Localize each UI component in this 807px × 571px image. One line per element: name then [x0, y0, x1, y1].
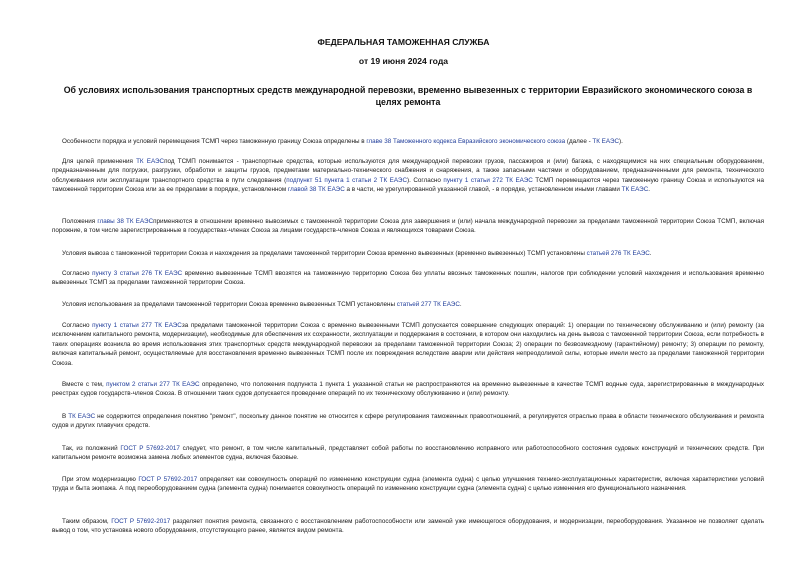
- link-gost-57692[interactable]: ГОСТ Р 57692-2017: [138, 476, 198, 483]
- link-chapter-38[interactable]: главы 38 ТК ЕАЭС: [97, 218, 154, 225]
- text: .: [459, 301, 462, 308]
- text: разделяет понятия ремонта, связанного с восстановлением работоспособности или заменой уже имеющегося оборудования, и модернизации, переоборудования. Указанное не позволяет сделать вывод о том, что установка нового оборудования, отсутствующего ранее, является видом ремонта.: [52, 518, 765, 535]
- paragraph-8: [52, 380, 764, 399]
- paragraph-11: [52, 475, 764, 494]
- link-gost-57692[interactable]: ГОСТ Р 57692-2017: [111, 518, 171, 525]
- document-date: от 19 июня 2024 года: [358, 56, 449, 66]
- document-title: Об условиях использования транспортных средств международной перевозки, временно вывезенных с территории Евразийского экономического союза в целях ремонта: [63, 85, 753, 107]
- text: ). Согласно: [407, 176, 444, 184]
- text: определено, что положения подпункта 1 пункта 1 указанной статьи не распространяются на временно вывезенные в качестве ТСМП водные суда, зарегистрированные в международных реестрах судов государств-членов Союза. В отношении таких судов допускается проведение операций по их техническому обслуживанию и (или) ремонту.: [52, 381, 764, 398]
- paragraph-4: [52, 249, 764, 258]
- link-article-277-point-1[interactable]: пункту 1 статьи 277 ТК ЕАЭС: [92, 322, 182, 329]
- document-organization: ФЕДЕРАЛЬНАЯ ТАМОЖЕННАЯ СЛУЖБА: [317, 37, 490, 47]
- text: При этом модернизацию: [62, 476, 139, 483]
- link-tk-eaes[interactable]: ТК ЕАЭС: [136, 158, 165, 165]
- link-article-276-point-3[interactable]: пункту 3 статьи 276 ТК ЕАЭС: [92, 270, 183, 277]
- link-article-277[interactable]: статьей 277 ТК ЕАЭС: [396, 301, 460, 308]
- link-tk-eaes[interactable]: ТК ЕАЭС: [621, 186, 649, 194]
- text: Таким образом,: [62, 518, 112, 525]
- text: Особенности порядка и условий перемещения ТСМП через таможенную границу Союза определены в: [62, 138, 367, 145]
- paragraph-9: [52, 412, 764, 431]
- link-tk-eaes[interactable]: ТК ЕАЭС: [68, 413, 96, 420]
- link-article-276[interactable]: статьей 276 ТК ЕАЭС: [586, 250, 650, 257]
- text: В: [62, 413, 69, 420]
- text: под ТСМП понимается - транспортные средства, которые используются для международной перевозки грузов, пассажиров и (или) багажа, с находящимися на них специальным оборудованием, предназначенным для погрузки, разгрузки, обработки и защиты грузов, предметами материально-технического снабжения и снаряжения, а также запасными частями и оборудованием, предназначенными для ремонта, технического обслуживания или эксплуатации транспортного средства в пути следования (: [52, 158, 764, 184]
- link-tk-eaes[interactable]: ТК ЕАЭС: [592, 138, 620, 145]
- link-subpoint-51[interactable]: подпункт 51 пункта 1 статьи 2 ТК ЕАЭС: [286, 176, 408, 184]
- text: Согласно: [62, 270, 93, 277]
- text: применяются в отношении временно вывозимых с таможенной территории Союза для завершения и (или) начала международной перевозки за пределами таможенной территории Союза ТСМП, включая порожние, в том числе зарегистрированные в государствах-членах Союза за лицами государств-членов Союза и являющихся товарами Союза.: [52, 218, 764, 235]
- paragraph-7: [52, 321, 764, 368]
- paragraph-1: [52, 137, 764, 146]
- text: .: [649, 250, 652, 257]
- link-article-272[interactable]: пункту 1 статьи 272 ТК ЕАЭС: [443, 176, 533, 184]
- text: .: [648, 186, 651, 194]
- paragraph-5: [52, 269, 764, 288]
- paragraph-2: [52, 157, 764, 195]
- link-chapter-38[interactable]: главой 38 ТК ЕАЭС: [288, 186, 345, 194]
- paragraph-12: [52, 517, 764, 536]
- text: Условия вывоза с таможенной территории Союза и нахождения за пределами таможенной территории Союза временно вывезенных (временно вывезенных) ТСМП установлены: [62, 250, 587, 257]
- text: Вместе с тем,: [62, 381, 107, 388]
- text: (далее -: [565, 138, 593, 145]
- paragraph-10: [52, 444, 764, 463]
- text: ТСМП перемещаются через таможенную границу Союза и используются на таможенной территории Союза или за ее пределами в порядке, установленном: [52, 176, 765, 194]
- text: Для целей применения: [62, 158, 137, 165]
- text: Согласно: [62, 322, 93, 329]
- text: следует, что ремонт, в том числе капитальный, представляет собой работы по восстановлению исправного или работоспособного состояния судовых конструкций и технических средств. При капитальном ремонте возможна замена любых элементов судна, включая базовые.: [52, 445, 765, 462]
- text: не содержится определения понятию "ремонт", поскольку данное понятие не относится к сфере регулирования таможенных правоотношений, а регулируется отраслью права в области технического обслуживания и ремонта судов и других плавучих средств.: [52, 413, 764, 430]
- link-gost-57692[interactable]: ГОСТ Р 57692-2017: [120, 445, 180, 452]
- link-article-277-point-2[interactable]: пунктом 2 статьи 277 ТК ЕАЭС: [106, 381, 200, 388]
- paragraph-6: [52, 300, 764, 309]
- paragraph-3: [52, 217, 764, 236]
- text: ).: [619, 138, 623, 145]
- text: Условия использования за пределами таможенной территории Союза временно вывезенных ТСМП установлены: [62, 301, 397, 308]
- text: Положения: [62, 218, 98, 225]
- link-chapter-38-code[interactable]: главе 38 Таможенного кодекса Евразийского экономического союза: [366, 138, 566, 145]
- text: Так, из положений: [62, 445, 121, 452]
- text: за пределами таможенной территории Союза с временно вывезенными ТСМП допускается совершение следующих операций: 1) операции по техническому обслуживанию и (или) ремонту (за исключением капитального ремонта, модернизации), необходимые для обеспечения их сохранности, эксплуатации и поддержания в состоянии, в котором они находились на день вывоза с таможенной территории Союза, если потребность в таких операциях возникла во время использования этих транспортных средств международной перевозки за пределами таможенной территории Союза; 2) операции по безвозмездному (гарантийному) ремонту; 3) операции по ремонту, включая капитальный ремонт, осуществляемые для восстановления временно вывезенных ТСМП после их повреждения вследствие аварии или действия непреодолимой силы, которые имели место за пределами таможенной территории Союза.: [52, 322, 764, 367]
- text: определяет как совокупность операций по изменению конструкции судна (элемента судна) с целью улучшения технико-эксплуатационных характеристик, включая характеристики условий труда и быта экипажа. А под переоборудованием судна (элемента судна) понимается совокупность операций по изменению конструкции судна (элемента судна) с целью изменения его функционального назначения.: [52, 476, 765, 493]
- text: а в части, не урегулированной указанной главой, - в порядке, установленном иными главами: [344, 186, 622, 194]
- text: временно вывезенные ТСМП ввозятся на таможенную территорию Союза без уплаты ввозных таможенных пошлин, налогов при соблюдении условий нахождения и использования временно вывезенных ТСМП за пределами таможенной территории Союза.: [52, 270, 765, 287]
